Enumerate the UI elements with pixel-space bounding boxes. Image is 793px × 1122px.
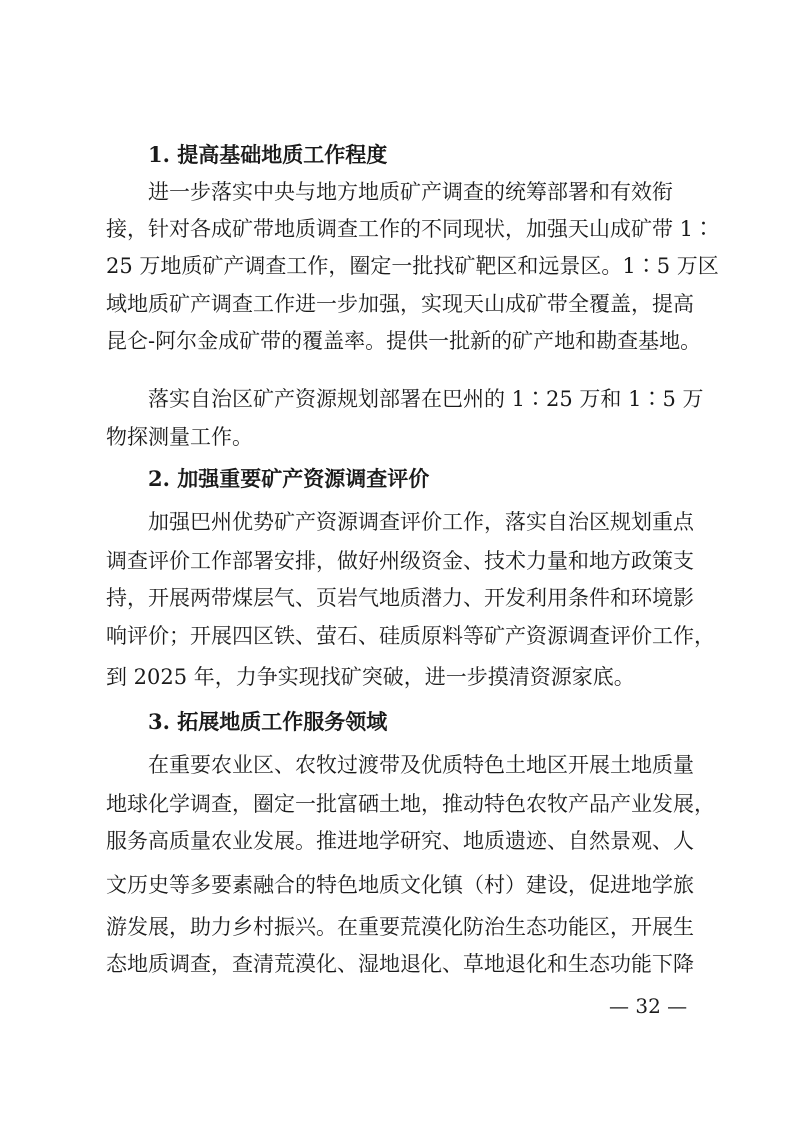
paragraph-line: 加强巴州优势矿产资源调查评价工作，落实自治区规划重点 (148, 510, 694, 534)
paragraph-line: 25 万地质矿产调查工作，圈定一批找矿靶区和远景区。1∶5 万区 (106, 254, 719, 278)
paragraph-line: 昆仑-阿尔金成矿带的覆盖率。提供一批新的矿产地和勘查基地。 (106, 329, 702, 353)
paragraph-line: 调查评价工作部署安排，做好州级资金、技术力量和地方政策支 (106, 549, 694, 573)
paragraph-line: 文历史等多要素融合的特色地质文化镇（村）建设，促进地学旅 (106, 873, 694, 897)
page-number: — 32 — (609, 994, 688, 1018)
section-heading-2: 2. 加强重要矿产资源调查评价 (148, 466, 430, 491)
section-heading-3: 3. 拓展地质工作服务领域 (148, 709, 388, 734)
paragraph-line: 地球化学调查，圈定一批富硒土地，推动特色农牧产品产业发展， (106, 792, 715, 816)
paragraph-line: 响评价；开展四区铁、萤石、硅质原料等矿产资源调查评价工作， (106, 624, 715, 648)
paragraph-line: 到 2025 年，力争实现找矿突破，进一步摸清资源家底。 (106, 665, 635, 689)
paragraph-line: 态地质调查，查清荒漠化、湿地退化、草地退化和生态功能下降 (106, 952, 694, 976)
paragraph-line: 物探测量工作。 (106, 425, 253, 449)
paragraph-line: 游发展，助力乡村振兴。在重要荒漠化防治生态功能区，开展生 (106, 915, 694, 939)
paragraph-line: 落实自治区矿产资源规划部署在巴州的 1∶25 万和 1∶5 万 (148, 387, 704, 411)
paragraph-line: 域地质矿产调查工作进一步加强，实现天山成矿带全覆盖，提高 (106, 292, 694, 316)
section-heading-1: 1. 提高基础地质工作程度 (148, 142, 388, 167)
paragraph-line: 持，开展两带煤层气、页岩气地质潜力、开发利用条件和环境影 (106, 586, 694, 610)
paragraph-line: 进一步落实中央与地方地质矿产调查的统筹部署和有效衔 (148, 180, 673, 204)
paragraph-line: 在重要农业区、农牧过渡带及优质特色土地区开展土地质量 (148, 753, 694, 777)
paragraph-line: 服务高质量农业发展。推进地学研究、地质遗迹、自然景观、人 (106, 829, 694, 853)
paragraph-line: 接，针对各成矿带地质调查工作的不同现状，加强天山成矿带 1∶ (106, 217, 715, 241)
